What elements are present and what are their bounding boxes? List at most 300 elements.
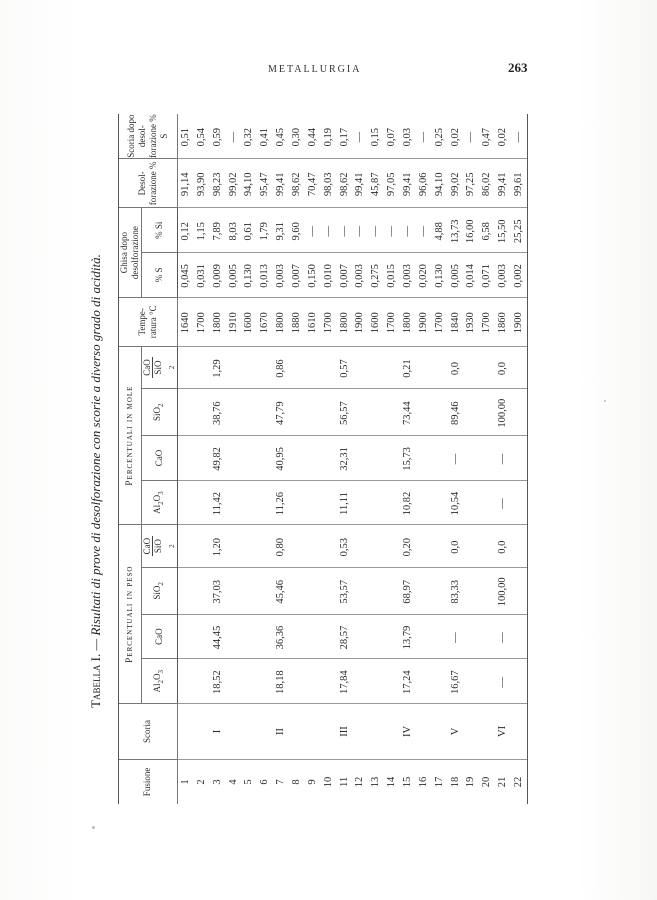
cell-temperatura: 1700 xyxy=(432,297,448,346)
cell-peso-sio2 xyxy=(225,567,241,614)
cell-temperatura: 1670 xyxy=(257,297,273,346)
cell-mole-al2o3 xyxy=(463,480,479,525)
cell-temperatura: 1600 xyxy=(241,297,257,346)
cell-mole-cao xyxy=(289,436,305,481)
cell-desolforazione: 98,62 xyxy=(336,159,352,208)
cell-scoria xyxy=(305,704,321,760)
cell-scoria xyxy=(432,704,448,760)
cell-scoria xyxy=(289,704,305,760)
cell-mole-sio2 xyxy=(463,389,479,436)
th-scoria: Scoria xyxy=(119,704,178,760)
cell-scoria-s: 0,03 xyxy=(400,114,416,159)
cell-peso-sio2 xyxy=(257,567,273,614)
cell-peso-al2o3 xyxy=(177,659,193,704)
cell-peso-sio2 xyxy=(416,567,432,614)
cell-peso-sio2: 100,00 xyxy=(495,567,511,614)
cell-scoria-s: 0,02 xyxy=(447,114,463,159)
cell-mole-sio2: 89,46 xyxy=(447,389,463,436)
cell-peso-cao xyxy=(321,614,337,659)
cell-mole-al2o3 xyxy=(416,480,432,525)
th-mole-ratio: CaO SiO $_2$ xyxy=(142,346,178,388)
cell-mole-cao xyxy=(479,436,495,481)
table-row xyxy=(321,114,337,804)
cell-mole-al2o3 xyxy=(432,480,448,525)
cell-peso-cao xyxy=(289,614,305,659)
cell-desolforazione: 70,47 xyxy=(305,159,321,208)
paper-speck xyxy=(604,400,606,402)
page-number: 263 xyxy=(508,60,528,75)
cell-peso-sio2: 37,03 xyxy=(210,567,226,614)
cell-desolforazione: 99,41 xyxy=(352,159,368,208)
cell-scoria xyxy=(321,704,337,760)
table-row xyxy=(305,114,321,804)
cell-peso-al2o3 xyxy=(289,659,305,704)
cell-temperatura: 1800 xyxy=(400,297,416,346)
th-scoria-dopo: Scoria dopo desol- forazione % S xyxy=(119,114,178,159)
cell-peso-ratio: 0,80 xyxy=(273,525,289,567)
cell-temperatura: 1800 xyxy=(210,297,226,346)
cell-mole-sio2 xyxy=(241,389,257,436)
cell-mole-al2o3 xyxy=(177,480,193,525)
cell-fusione: 3 xyxy=(211,779,223,785)
cell-temperatura: 1700 xyxy=(194,297,210,346)
cell-temperatura: 1640 xyxy=(177,297,193,346)
cell-peso-sio2: 83,33 xyxy=(447,567,463,614)
cell-fusione: 5 xyxy=(243,779,255,785)
cell-peso-ratio: 1,20 xyxy=(210,525,226,567)
cell-peso-ratio: 0,0 xyxy=(495,525,511,567)
cell-mole-ratio xyxy=(289,346,305,388)
cell-peso-ratio xyxy=(321,525,337,567)
cell-desolforazione: 97,05 xyxy=(384,159,400,208)
cell-peso-ratio xyxy=(305,525,321,567)
cell-mole-sio2 xyxy=(289,389,305,436)
cell-peso-al2o3 xyxy=(241,659,257,704)
th-peso-sio2: SiO$_2$ xyxy=(142,567,178,614)
cell-mole-cao xyxy=(194,436,210,481)
cell-desolforazione: 98,03 xyxy=(321,159,337,208)
cell-mole-ratio xyxy=(177,346,193,388)
cell-ghisa-s: 0,007 xyxy=(289,253,305,298)
cell-mole-ratio: 0,86 xyxy=(273,346,289,388)
cell-peso-cao: 13,79 xyxy=(400,614,416,659)
cell-peso-sio2 xyxy=(511,567,528,614)
cell-ghisa-s: 0,275 xyxy=(368,253,384,298)
cell-desolforazione: 96,06 xyxy=(416,159,432,208)
th-ghisa-si: % Si xyxy=(142,208,178,253)
cell-peso-ratio xyxy=(463,525,479,567)
cell-scoria xyxy=(463,704,479,760)
table-row xyxy=(511,114,528,804)
cell-desolforazione: 91,14 xyxy=(177,159,193,208)
cell-fusione: 9 xyxy=(306,779,318,785)
cell-scoria-s: 0,19 xyxy=(321,114,337,159)
table-row xyxy=(225,114,241,804)
cell-ghisa-si: — xyxy=(384,208,400,253)
cell-temperatura: 1930 xyxy=(463,297,479,346)
cell-ghisa-si: 0,12 xyxy=(177,208,193,253)
cell-fusione: 18 xyxy=(449,776,461,788)
cell-mole-ratio xyxy=(241,346,257,388)
cell-ghisa-s: 0,031 xyxy=(194,253,210,298)
cell-mole-sio2: 38,76 xyxy=(210,389,226,436)
cell-peso-al2o3: 17,84 xyxy=(336,659,352,704)
cell-peso-al2o3 xyxy=(416,659,432,704)
cell-mole-al2o3 xyxy=(511,480,528,525)
cell-mole-al2o3 xyxy=(384,480,400,525)
table-row xyxy=(289,114,305,804)
cell-peso-al2o3 xyxy=(194,659,210,704)
cell-desolforazione: 99,41 xyxy=(400,159,416,208)
cell-mole-sio2: 100,00 xyxy=(495,389,511,436)
cell-mole-sio2 xyxy=(305,389,321,436)
cell-peso-al2o3: 17,24 xyxy=(400,659,416,704)
cell-ghisa-si: — xyxy=(352,208,368,253)
cell-mole-al2o3 xyxy=(289,480,305,525)
cell-peso-ratio xyxy=(177,525,193,567)
cell-desolforazione: 98,62 xyxy=(289,159,305,208)
th-desolforazione: Desol- forazione % xyxy=(119,159,178,208)
cell-mole-sio2 xyxy=(352,389,368,436)
cell-mole-sio2 xyxy=(257,389,273,436)
cell-ghisa-s: 0,020 xyxy=(416,253,432,298)
cell-mole-ratio: 1,29 xyxy=(210,346,226,388)
cell-peso-sio2 xyxy=(289,567,305,614)
cell-mole-al2o3 xyxy=(305,480,321,525)
cell-mole-cao xyxy=(305,436,321,481)
cell-peso-sio2 xyxy=(241,567,257,614)
cell-ghisa-s: 0,071 xyxy=(479,253,495,298)
cell-fusione: 2 xyxy=(195,779,207,785)
cell-ghisa-si: 7,89 xyxy=(210,208,226,253)
th-mole-al2o3: $Al_2O_3$ xyxy=(142,480,178,525)
cell-peso-al2o3 xyxy=(257,659,273,704)
cell-peso-sio2 xyxy=(305,567,321,614)
cell-mole-sio2 xyxy=(416,389,432,436)
cell-peso-cao xyxy=(305,614,321,659)
cell-peso-cao xyxy=(352,614,368,659)
cell-mole-ratio xyxy=(352,346,368,388)
cell-ghisa-si: — xyxy=(305,208,321,253)
cell-mole-ratio xyxy=(257,346,273,388)
cell-peso-ratio xyxy=(416,525,432,567)
cell-peso-cao: 44,45 xyxy=(210,614,226,659)
cell-mole-cao xyxy=(225,436,241,481)
cell-scoria-s: 0,15 xyxy=(368,114,384,159)
cell-peso-cao xyxy=(463,614,479,659)
cell-mole-al2o3 xyxy=(225,480,241,525)
table-row xyxy=(463,114,479,804)
cell-ghisa-s: 0,130 xyxy=(241,253,257,298)
cell-ghisa-s: 0,003 xyxy=(495,253,511,298)
cell-scoria-s: 0,44 xyxy=(305,114,321,159)
th-ghisa: Ghisa dopo desolforazione xyxy=(119,208,142,297)
cell-mole-al2o3: — xyxy=(495,480,511,525)
cell-peso-ratio xyxy=(194,525,210,567)
cell-mole-sio2 xyxy=(321,389,337,436)
cell-scoria xyxy=(416,704,432,760)
caption-label: Tabella I. xyxy=(88,653,103,708)
cell-ghisa-si: — xyxy=(321,208,337,253)
cell-peso-cao xyxy=(241,614,257,659)
cell-scoria-s: 0,07 xyxy=(384,114,400,159)
cell-desolforazione: 99,41 xyxy=(273,159,289,208)
cell-scoria: III xyxy=(336,704,352,760)
cell-scoria xyxy=(241,704,257,760)
cell-scoria-s: — xyxy=(463,114,479,159)
cell-ghisa-s: 0,009 xyxy=(210,253,226,298)
cell-mole-cao xyxy=(177,436,193,481)
cell-fusione: 15 xyxy=(402,776,414,788)
cell-ghisa-si: 25,25 xyxy=(511,208,528,253)
cell-desolforazione: 99,02 xyxy=(447,159,463,208)
cell-mole-ratio xyxy=(511,346,528,388)
cell-mole-ratio: 0,0 xyxy=(495,346,511,388)
cell-peso-ratio xyxy=(432,525,448,567)
table-row xyxy=(479,114,495,804)
cell-ghisa-s: 0,007 xyxy=(336,253,352,298)
cell-mole-cao: 40,95 xyxy=(273,436,289,481)
cell-scoria: I xyxy=(210,704,226,760)
cell-scoria-s: 0,02 xyxy=(495,114,511,159)
cell-mole-sio2 xyxy=(225,389,241,436)
cell-mole-cao: 49,82 xyxy=(210,436,226,481)
cell-scoria-s: — xyxy=(416,114,432,159)
cell-scoria-s: 0,25 xyxy=(432,114,448,159)
cell-peso-ratio xyxy=(384,525,400,567)
cell-mole-al2o3 xyxy=(257,480,273,525)
cell-scoria xyxy=(511,704,528,760)
cell-peso-sio2 xyxy=(479,567,495,614)
cell-mole-cao xyxy=(241,436,257,481)
cell-fusione: 14 xyxy=(386,776,398,788)
cell-fusione: 6 xyxy=(259,779,271,785)
cell-mole-sio2: 73,44 xyxy=(400,389,416,436)
cell-peso-sio2 xyxy=(384,567,400,614)
cell-fusione: 20 xyxy=(481,776,493,788)
cell-fusione: 11 xyxy=(338,776,350,787)
cell-scoria-s: 0,32 xyxy=(241,114,257,159)
cell-mole-cao xyxy=(416,436,432,481)
cell-scoria xyxy=(384,704,400,760)
cell-fusione: 22 xyxy=(511,759,528,804)
cell-scoria-s: 0,41 xyxy=(257,114,273,159)
cell-mole-al2o3: 10,54 xyxy=(447,480,463,525)
cell-ghisa-s: 0,150 xyxy=(305,253,321,298)
cell-scoria xyxy=(257,704,273,760)
cell-mole-cao: — xyxy=(495,436,511,481)
table-row xyxy=(352,114,368,804)
cell-mole-al2o3: 11,11 xyxy=(336,480,352,525)
cell-desolforazione: 99,41 xyxy=(495,159,511,208)
cell-peso-ratio xyxy=(241,525,257,567)
cell-peso-ratio xyxy=(257,525,273,567)
cell-temperatura: 1900 xyxy=(416,297,432,346)
cell-scoria: VI xyxy=(495,704,511,760)
cell-peso-sio2: 45,46 xyxy=(273,567,289,614)
cell-ghisa-si: 9,31 xyxy=(273,208,289,253)
cell-mole-cao xyxy=(463,436,479,481)
cell-temperatura: 1700 xyxy=(384,297,400,346)
cell-ghisa-si: 13,73 xyxy=(447,208,463,253)
cell-peso-al2o3 xyxy=(321,659,337,704)
table-row xyxy=(495,114,511,804)
cell-mole-ratio xyxy=(225,346,241,388)
cell-scoria-s: 0,47 xyxy=(479,114,495,159)
th-peso-cao: CaO xyxy=(142,614,178,659)
cell-fusione: 16 xyxy=(417,776,429,788)
cell-peso-ratio xyxy=(225,525,241,567)
cell-fusione: 8 xyxy=(291,779,302,785)
th-peso-ratio: CaO SiO $_2$ xyxy=(142,525,178,567)
paper-speck xyxy=(92,826,95,829)
cell-ghisa-si: 15,50 xyxy=(495,208,511,253)
cell-desolforazione: 99,02 xyxy=(225,159,241,208)
cell-mole-ratio xyxy=(194,346,210,388)
cell-peso-al2o3 xyxy=(463,659,479,704)
cell-desolforazione: 98,23 xyxy=(210,159,226,208)
cell-desolforazione: 99,61 xyxy=(511,159,528,208)
cell-mole-ratio xyxy=(479,346,495,388)
cell-mole-cao xyxy=(321,436,337,481)
cell-peso-cao xyxy=(511,614,528,659)
cell-peso-al2o3 xyxy=(479,659,495,704)
cell-peso-al2o3 xyxy=(511,659,528,704)
cell-peso-sio2 xyxy=(368,567,384,614)
cell-peso-ratio xyxy=(352,525,368,567)
cell-mole-ratio xyxy=(305,346,321,388)
cell-mole-sio2 xyxy=(384,389,400,436)
cell-temperatura: 1700 xyxy=(479,297,495,346)
cell-temperatura: 1840 xyxy=(447,297,463,346)
cell-peso-cao xyxy=(432,614,448,659)
cell-mole-ratio: 0,21 xyxy=(400,346,416,388)
cell-mole-al2o3 xyxy=(241,480,257,525)
cell-scoria-s: 0,45 xyxy=(273,114,289,159)
table-row xyxy=(210,114,226,804)
cell-peso-cao: — xyxy=(495,614,511,659)
cell-fusione: 1 xyxy=(179,779,191,785)
cell-desolforazione: 95,47 xyxy=(257,159,273,208)
cell-ghisa-si: 9,60 xyxy=(289,208,305,253)
cell-mole-sio2 xyxy=(511,389,528,436)
cell-ghisa-s: 0,003 xyxy=(352,253,368,298)
th-peso-al2o3: $Al_2O_3$ xyxy=(142,659,178,704)
cell-mole-cao xyxy=(384,436,400,481)
cell-fusione: 4 xyxy=(227,779,239,785)
cell-temperatura: 1900 xyxy=(352,297,368,346)
cell-scoria-s: 0,30 xyxy=(289,114,305,159)
cell-peso-cao xyxy=(257,614,273,659)
cell-scoria xyxy=(479,704,495,760)
cell-scoria-s: — xyxy=(225,114,241,159)
cell-mole-sio2: 47,79 xyxy=(273,389,289,436)
cell-desolforazione: 45,87 xyxy=(368,159,384,208)
cell-scoria-s: 0,54 xyxy=(194,114,210,159)
cell-peso-sio2: 53,57 xyxy=(336,567,352,614)
cell-mole-sio2: 56,57 xyxy=(336,389,352,436)
cell-mole-al2o3 xyxy=(321,480,337,525)
table-row xyxy=(257,114,273,804)
cell-fusione: 21 xyxy=(497,776,509,788)
cell-temperatura: 1860 xyxy=(495,297,511,346)
cell-peso-al2o3 xyxy=(384,659,400,704)
cell-fusione: 10 xyxy=(322,776,334,788)
cell-peso-cao xyxy=(384,614,400,659)
th-mole-cao: CaO xyxy=(142,436,178,481)
table-row xyxy=(447,114,463,804)
cell-ghisa-s: 0,014 xyxy=(463,253,479,298)
cell-desolforazione: 86,02 xyxy=(479,159,495,208)
cell-mole-cao: — xyxy=(447,436,463,481)
cell-scoria: V xyxy=(447,704,463,760)
cell-ghisa-si: 4,88 xyxy=(432,208,448,253)
cell-desolforazione: 97,25 xyxy=(463,159,479,208)
table-row xyxy=(432,114,448,804)
cell-scoria-s: 0,59 xyxy=(210,114,226,159)
cell-peso-cao xyxy=(368,614,384,659)
cell-ghisa-s: 0,130 xyxy=(432,253,448,298)
cell-mole-cao xyxy=(257,436,273,481)
cell-temperatura: 1800 xyxy=(273,297,289,346)
cell-peso-al2o3: 18,18 xyxy=(273,659,289,704)
cell-mole-ratio xyxy=(416,346,432,388)
cell-mole-sio2 xyxy=(432,389,448,436)
table-row xyxy=(400,114,416,804)
table-row xyxy=(368,114,384,804)
cell-peso-ratio: 0,20 xyxy=(400,525,416,567)
cell-peso-cao: 28,57 xyxy=(336,614,352,659)
cell-mole-cao xyxy=(368,436,384,481)
cell-temperatura: 1880 xyxy=(289,297,305,346)
rotated-table-wrapper xyxy=(118,114,528,804)
cell-peso-cao xyxy=(479,614,495,659)
cell-scoria: II xyxy=(273,704,289,760)
cell-ghisa-si: — xyxy=(400,208,416,253)
cell-scoria-s: 0,51 xyxy=(177,114,193,159)
cell-peso-al2o3: — xyxy=(495,659,511,704)
cell-peso-ratio xyxy=(511,525,528,567)
cell-desolforazione: 94,10 xyxy=(432,159,448,208)
cell-ghisa-s: 0,015 xyxy=(384,253,400,298)
cell-fusione: 17 xyxy=(433,776,445,788)
cell-peso-sio2 xyxy=(321,567,337,614)
cell-mole-al2o3: 11,26 xyxy=(273,480,289,525)
cell-mole-sio2 xyxy=(479,389,495,436)
cell-ghisa-s: 0,013 xyxy=(257,253,273,298)
cell-peso-sio2 xyxy=(194,567,210,614)
cell-peso-al2o3 xyxy=(368,659,384,704)
table-row xyxy=(177,114,193,804)
cell-ghisa-si: — xyxy=(336,208,352,253)
cell-temperatura: 1910 xyxy=(225,297,241,346)
cell-mole-sio2 xyxy=(177,389,193,436)
cell-peso-al2o3 xyxy=(305,659,321,704)
cell-peso-al2o3: 16,67 xyxy=(447,659,463,704)
cell-peso-ratio xyxy=(289,525,305,567)
cell-mole-al2o3 xyxy=(368,480,384,525)
table-row xyxy=(194,114,210,804)
table-row xyxy=(241,114,257,804)
cell-ghisa-si: 8,03 xyxy=(225,208,241,253)
cell-scoria xyxy=(177,704,193,760)
cell-mole-al2o3 xyxy=(194,480,210,525)
cell-peso-al2o3: 18,52 xyxy=(210,659,226,704)
th-percentuali-mole: Percentuali in mole xyxy=(119,346,142,525)
th-percentuali-peso: Percentuali in peso xyxy=(119,525,142,704)
cell-peso-cao xyxy=(225,614,241,659)
cell-mole-cao: 15,73 xyxy=(400,436,416,481)
